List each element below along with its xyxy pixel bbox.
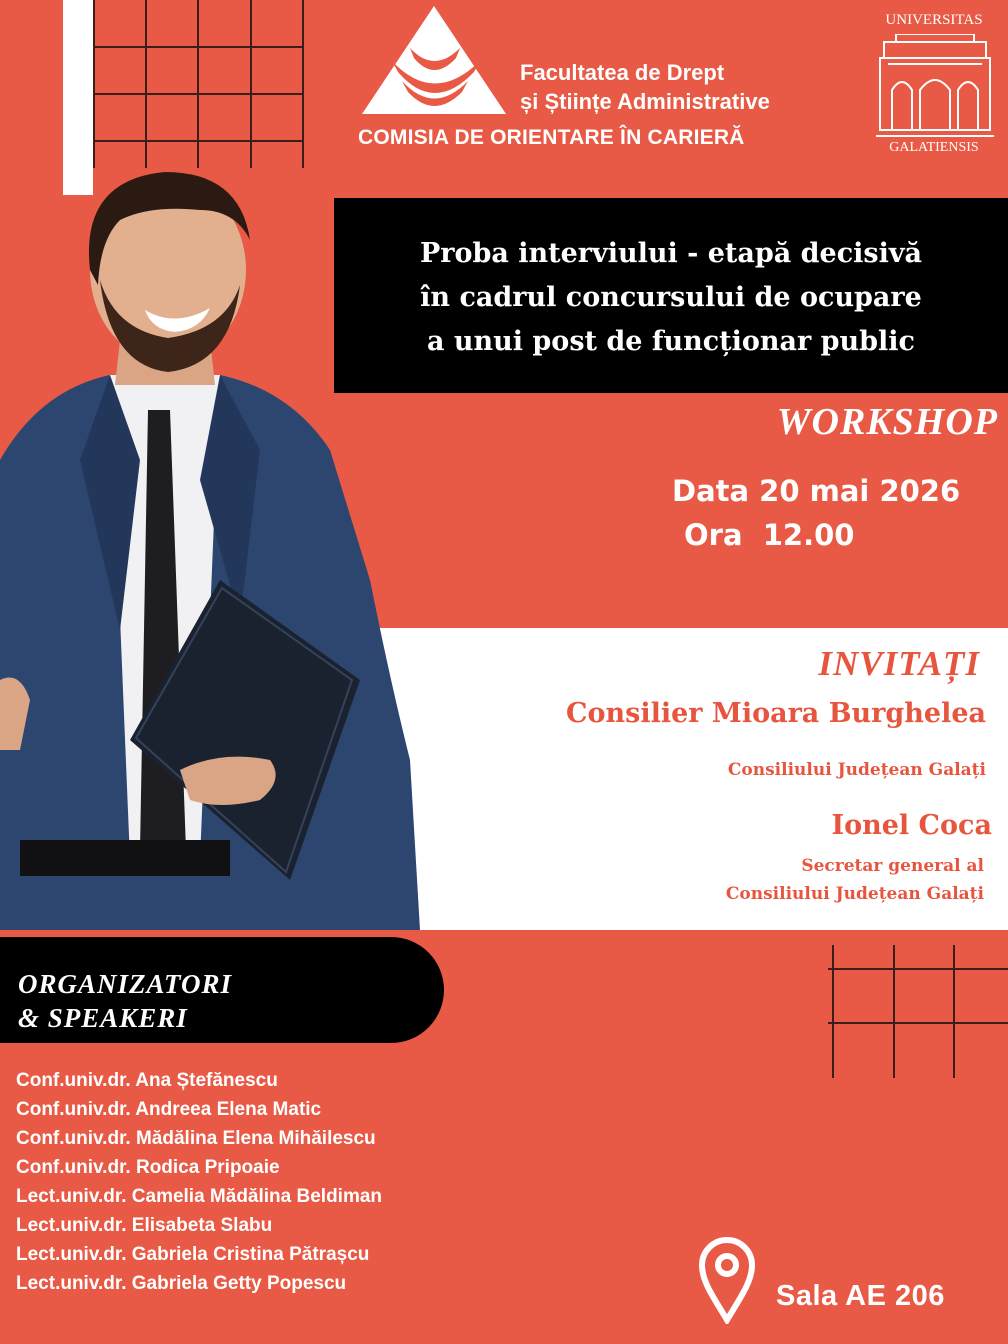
title-line2: în cadrul concursului de ocupare [420,281,922,313]
university-name-bottom: GALATIENSIS [889,140,979,155]
organizer-item: Conf.univ.dr. Rodica Pripoaie [16,1157,280,1178]
organizers-heading [0,937,444,1043]
event-date: Data 20 mai 2026 [672,474,961,508]
invited-heading: INVITAȚI [818,644,980,683]
triangle-logo-icon [362,6,506,116]
guest-role-2-line2: Consiliului Județean Galați [725,884,984,904]
guest-role-1: Consiliului Județean Galați [727,760,986,780]
event-type: WORKSHOP [776,401,998,443]
organizers-list [16,1066,382,1298]
university-name-top: UNIVERSITAS [885,12,983,28]
event-time: Ora 12.00 [684,518,855,552]
guest-name-1: Consilier Mioara Burghelea [566,698,986,729]
organizers-heading-line1: ORGANIZATORI [18,969,233,999]
title-line3: a unui post de funcționar public [426,325,915,357]
guest-name-2: Ionel Coca [831,810,992,841]
organizers-heading-line2: & SPEAKERI [18,1003,188,1033]
organizer-item: Lect.univ.dr. Elisabeta Slabu [16,1215,273,1236]
university-building-icon [876,34,994,138]
guest-role-2-line1: Secretar general al [801,856,984,876]
faculty-line1: Facultatea de Drept [520,60,725,85]
event-title [334,198,1008,393]
faculty-line2: și Științe Administrative [520,89,770,114]
organizer-item: Conf.univ.dr. Ana Ștefănescu [16,1070,278,1091]
event-room: Sala AE 206 [776,1280,945,1312]
organizer-item: Lect.univ.dr. Gabriela Cristina Pătrașcu [16,1244,370,1265]
organizer-item: Conf.univ.dr. Andreea Elena Matic [16,1099,322,1120]
organizer-item: Conf.univ.dr. Mădălina Elena Mihăilescu [16,1128,376,1149]
location-pin-icon [698,1236,756,1324]
organizer-item: Lect.univ.dr. Gabriela Getty Popescu [16,1273,347,1294]
commission-name: COMISIA DE ORIENTARE ÎN CARIERĂ [358,126,745,149]
faculty-name [520,58,770,116]
organizer-item: Lect.univ.dr. Camelia Mădălina Beldiman [16,1186,383,1207]
title-line1: Proba interviului - etapă decisivă [419,237,923,269]
